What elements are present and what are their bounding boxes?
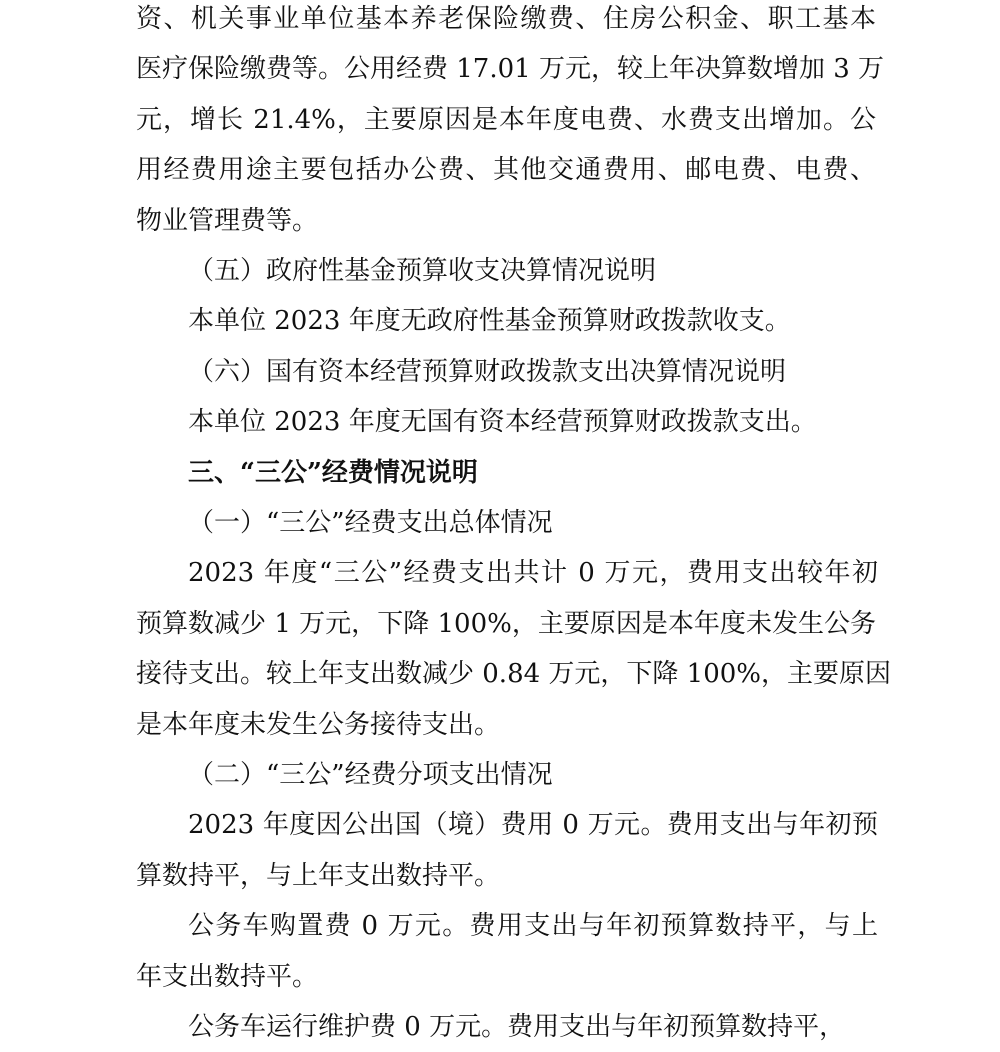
paragraph-line: 用经费用途主要包括办公费、其他交通费用、邮电费、电费、 — [136, 155, 876, 185]
paragraph-line: 是本年度未发生公务接待支出。 — [136, 710, 501, 740]
subheading: （五）政府性基金预算收支决算情况说明 — [188, 256, 657, 286]
paragraph-line: 元，增长 21.4%，主要原因是本年度电费、水费支出增加。公 — [136, 105, 876, 135]
subheading: （六）国有资本经营预算财政拨款支出决算情况说明 — [188, 357, 787, 387]
paragraph-line: 接待支出。较上年支出数减少 0.84 万元，下降 100%，主要原因 — [136, 659, 892, 689]
paragraph-line: 本单位 2023 年度无国有资本经营预算财政拨款支出。 — [188, 407, 817, 437]
paragraph-line: 医疗保险缴费等。公用经费 17.01 万元，较上年决算数增加 3 万 — [136, 54, 885, 84]
subheading: （一）“三公”经费支出总体情况 — [188, 508, 553, 538]
paragraph-line: 2023 年度“三公”经费支出共计 0 万元，费用支出较年初 — [188, 558, 878, 588]
paragraph-line: 算数持平，与上年支出数持平。 — [136, 861, 501, 891]
subheading: （二）“三公”经费分项支出情况 — [188, 760, 553, 790]
section-heading: 三、“三公”经费情况说明 — [188, 458, 478, 488]
paragraph-line: 公务车运行维护费 0 万元。费用支出与年初预算数持平， — [188, 1012, 846, 1042]
paragraph-line: 预算数减少 1 万元，下降 100%，主要原因是本年度未发生公务 — [136, 609, 876, 639]
paragraph-line: 物业管理费等。 — [136, 206, 319, 236]
paragraph-line: 2023 年度因公出国（境）费用 0 万元。费用支出与年初预 — [188, 810, 878, 840]
paragraph-line: 资、机关事业单位基本养老保险缴费、住房公积金、职工基本 — [136, 4, 876, 34]
paragraph-line: 公务车购置费 0 万元。费用支出与年初预算数持平，与上 — [188, 911, 878, 941]
paragraph-line: 年支出数持平。 — [136, 962, 319, 992]
paragraph-line: 本单位 2023 年度无政府性基金预算财政拨款收支。 — [188, 306, 791, 336]
